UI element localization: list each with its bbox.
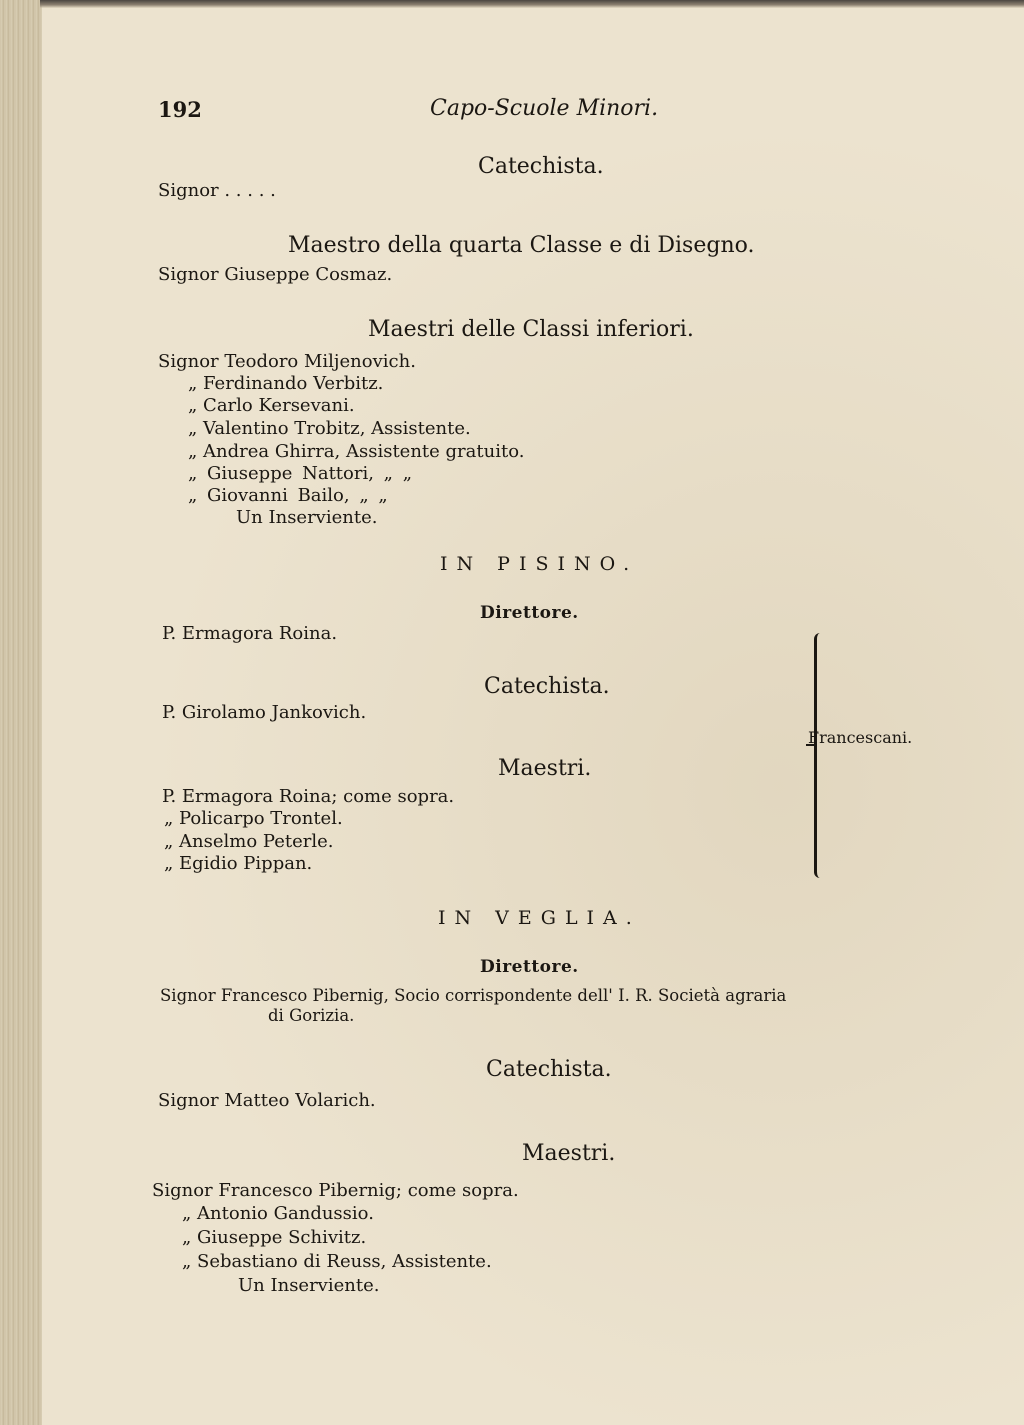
veglia-catechista-line: Signor Matteo Volarich. [158, 1090, 376, 1111]
pisino-direttore-heading: Direttore. [480, 603, 579, 623]
veglia-direttore-line-1: Signor Francesco Pibernig, Socio corrispondente dell' I. R. Società agraria [160, 986, 787, 1005]
veglia-direttore-heading: Direttore. [480, 957, 579, 977]
list-item: „ Sebastiano di Reuss, Assistente. [182, 1251, 492, 1272]
list-item: „ Giovanni Bailo, „ „ [188, 485, 388, 506]
list-item: Signor Francesco Pibernig; come sopra. [152, 1180, 519, 1201]
veglia-heading: IN VEGLIA. [438, 907, 641, 929]
list-item: „ Policarpo Trontel. [164, 808, 343, 829]
pisino-catechista-line: P. Girolamo Jankovich. [162, 702, 367, 723]
catechista-heading: Catechista. [478, 154, 604, 179]
pisino-heading: IN PISINO. [440, 553, 639, 575]
list-item: „ Anselmo Peterle. [164, 831, 334, 852]
book-page-edges [0, 0, 42, 1425]
list-item: „ Ferdinando Verbitz. [188, 373, 384, 394]
list-item: P. Ermagora Roina; come sopra. [162, 786, 455, 807]
veglia-maestri-heading: Maestri. [522, 1141, 616, 1166]
maestro-quarta-line: Signor Giuseppe Cosmaz. [158, 264, 393, 285]
list-item: „ Andrea Ghirra, Assistente gratuito. [188, 441, 525, 462]
list-item: Signor Teodoro Miljenovich. [158, 351, 416, 372]
brace-label: Francescani. [808, 728, 913, 747]
catechista-line: Signor . . . . . [158, 180, 276, 201]
list-item: „ Antonio Gandussio. [182, 1203, 374, 1224]
list-item: „ Egidio Pippan. [164, 853, 313, 874]
maestro-quarta-heading: Maestro della quarta Classe e di Disegno. [288, 233, 755, 258]
list-item: Un Inserviente. [236, 507, 378, 528]
veglia-direttore-line-2: di Gorizia. [268, 1006, 355, 1025]
maestri-inferiori-heading: Maestri delle Classi inferiori. [368, 317, 694, 342]
running-title: Capo-Scuole Minori. [430, 96, 659, 121]
list-item: Un Inserviente. [238, 1275, 380, 1296]
page-number: 192 [158, 97, 202, 122]
pisino-catechista-heading: Catechista. [484, 674, 610, 699]
veglia-catechista-heading: Catechista. [486, 1057, 612, 1082]
pisino-direttore-line: P. Ermagora Roina. [162, 623, 338, 644]
grouping-brace [814, 633, 829, 878]
list-item: „ Giuseppe Schivitz. [182, 1227, 367, 1248]
list-item: „ Carlo Kersevani. [188, 395, 355, 416]
list-item: „ Giuseppe Nattori, „ „ [188, 463, 413, 484]
pisino-maestri-heading: Maestri. [498, 756, 592, 781]
book-top-edge [40, 0, 1024, 8]
list-item: „ Valentino Trobitz, Assistente. [188, 418, 471, 439]
book-page [42, 8, 1024, 1425]
